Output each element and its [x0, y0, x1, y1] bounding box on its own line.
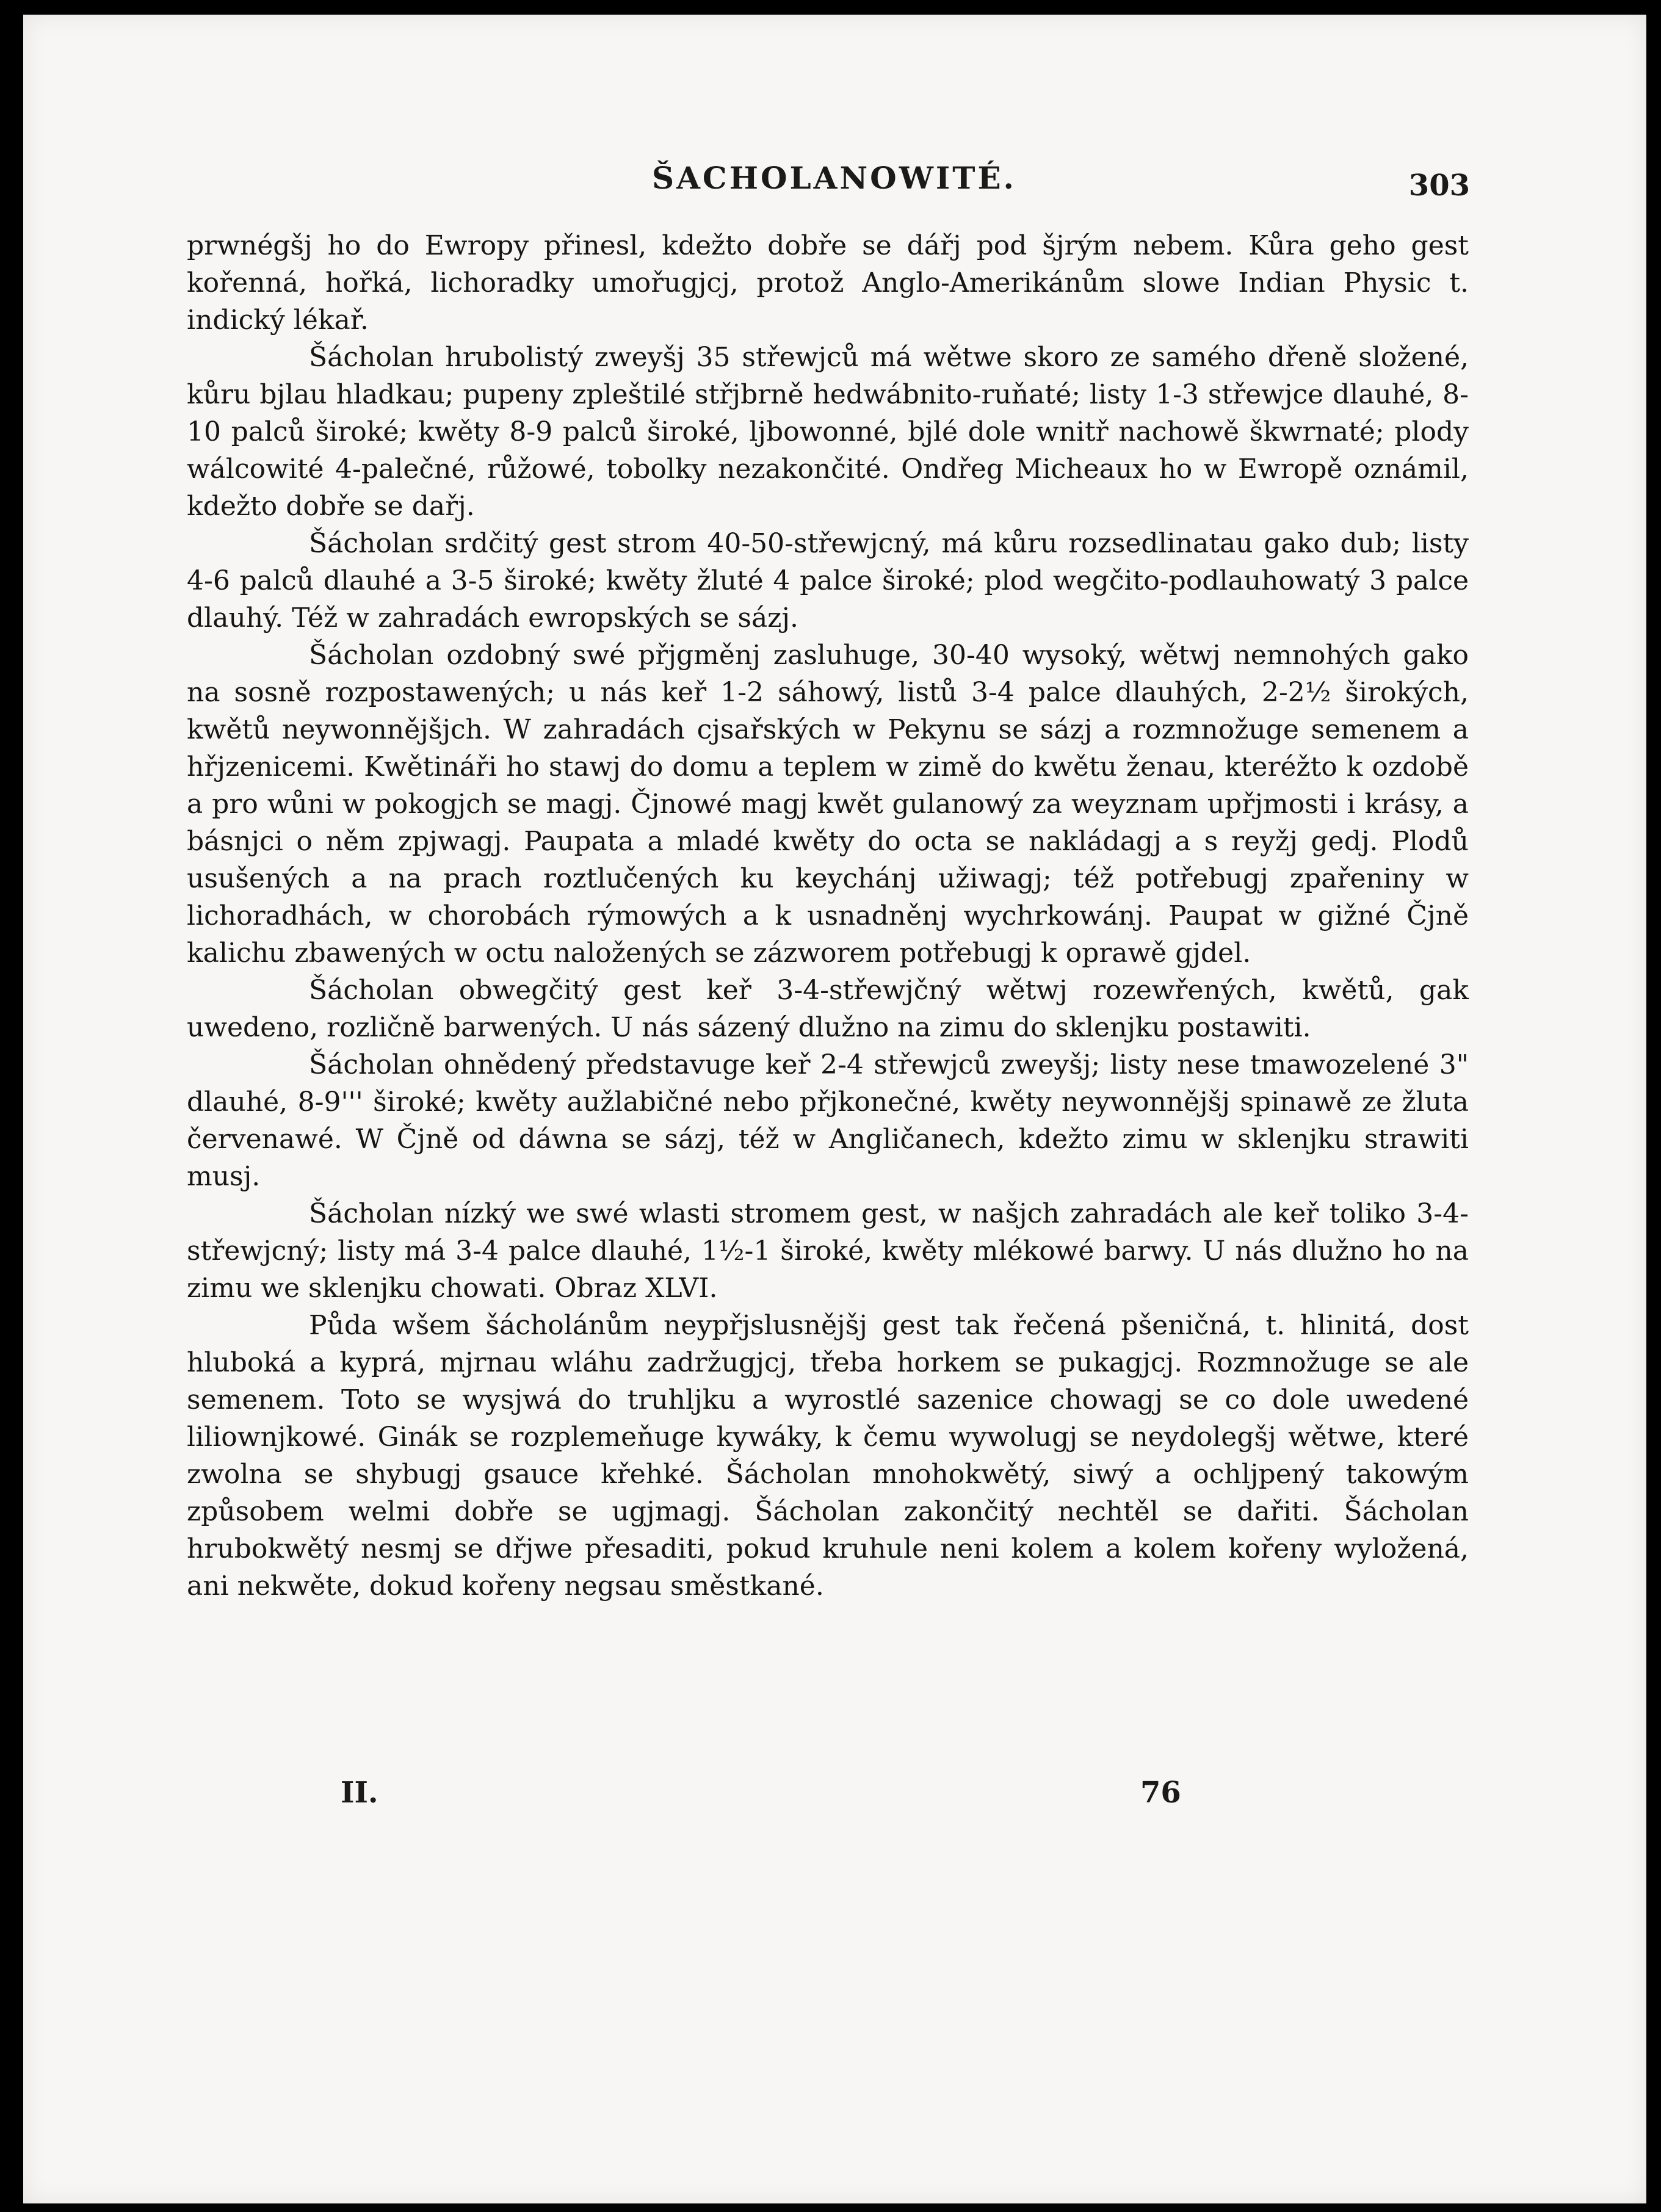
paragraph-sacholan-srdcity: Šácholan srdčitý gest strom 40-50-střewjcný, má kůru rozsedlinatau gako dub; listy 4-6 palců dlauhé a 3-5 široké; kwěty žluté 4 palce široké; plod wegčito-podlauhowatý 3 palce dlauhý. Též w zahradách ewropských se sázj. [187, 528, 1469, 634]
paragraph-puda: Půda wšem šácholánům neypřjslusnějšj gest tak řečená pšeničná, t. hlinitá, dost hluboká a kyprá, mjrnau wláhu zadržugjcj, třeba horkem se pukagjcj. Rozmnožuge se ale semenem. Toto se wysjwá do truhljku a wyrostlé sazenice chowagj se co dole uwedené liliownjkowé. Ginák se rozplemeňuge kywáky, k čemu wywolugj se neydolegšj wětwe, které zwolna se shybugj gsauce křehké. Šácholan mnohokwětý, siwý a ochljpený takowým způsobem welmi dobře se ugjmagj. Šácholan zakončitý nechtěl se dařiti. Šácholan hrubokwětý nesmj se dřjwe přesaditi, pokud kruhule neni kolem a kolem kořeny wyložená, ani nekwěte, dokud kořeny negsau směstkané. [187, 1310, 1469, 1602]
sheet-number: 76 [1140, 1776, 1181, 1810]
paragraph-sacholan-ozdobny: Šácholan ozdobný swé přjgměnj zasluhuge, 30-40 wysoký, wětwj nemnohých gako na sosně rozpostawených; u nás keř 1-2 sáhowý, listů 3-4 palce dlauhých, 2-2½ širokých, kwětů neywonnějšjch. W zahradách cjsařských w Pekynu se sázj a rozmnožuge semenem a hřjzenicemi. Kwětináři ho stawj do domu a teplem w zimě do kwětu ženau, kteréžto k ozdobě a pro wůni w pokogjch se magj. Čjnowé magj kwět gulanowý za weyznam upřjmosti i krásy, a básnjci o něm zpjwagj. Paupata a mladé kwěty do octa se nakládagj a s reyžj gedj. Plodů usušených a na prach roztlučených ku keychánj užiwagj; též potřebugj zpařeniny w lichoradhách, w chorobách rýmowých a k usnadněnj wychrkowánj. Paupat w gižné Čjně kalichu zbawených w octu naložených se zázworem potřebugj k oprawě gjdel. [187, 640, 1469, 969]
page-header [188, 160, 1470, 209]
paragraph-sacholan-ohnedeny: Šácholan ohnědený představuge keř 2-4 střewjců zweyšj; listy nese tmawozelené 3" dlauhé, 8-9''' široké; kwěty aužlabičné nebo přjkonečné, kwěty neywonnějšj spinawě ze žluta červenawé. W Čjně od dáwna se sázj, též w Angličanech, kdežto zimu w sklenjku strawiti musj. [187, 1049, 1469, 1192]
paragraph-sacholan-obwegcity: Šácholan obwegčitý gest keř 3-4-střewjčný wětwj rozewřených, kwětů, gak uwedeno, rozličně barwených. U nás sázený dlužno na zimu do sklenjku postawiti. [187, 975, 1469, 1043]
page-sheet [23, 15, 1646, 2203]
paragraph-continuation: prwnégšj ho do Ewropy přinesl, kdežto dobře se dářj pod šjrým nebem. Kůra geho gest kořenná, hořká, lichoradky umořugjcj, protož Anglo-Amerikánům slowe Indian Physic t. indický lékař. [187, 230, 1469, 336]
running-title: ŠACHOLANOWITÉ. [652, 160, 1016, 196]
paragraph-sacholan-hrubolisty: Šácholan hrubolistý zweyšj 35 střewjců má wětwe skoro ze samého dřeně složené, kůru bjlau hladkau; pupeny zpleštilé střjbrně hedwábnito-ruňaté; listy 1-3 střewjce dlauhé, 8-10 palců široké; kwěty 8-9 palců široké, ljbowonné, bjlé dole wnitř nachowě škwrnaté; plody wálcowité 4-palečné, růžowé, tobolky nezakončité. Ondřeg Micheaux ho w Ewropě oznámil, kdežto dobře se dařj. [187, 342, 1469, 522]
page-footer [188, 1776, 1226, 1818]
paragraph-sacholan-nizky: Šácholan nízký we swé wlasti stromem gest, w našjch zahradách ale keř toliko 3-4-střewjcný; listy má 3-4 palce dlauhé, 1½-1 široké, kwěty mlékowé barwy. U nás dlužno ho na zimu we sklenjku chowati. Obraz XLVI. [187, 1198, 1469, 1304]
signature-mark: II. [341, 1776, 378, 1810]
body-text [187, 227, 1469, 1605]
page-number: 303 [1408, 168, 1470, 203]
